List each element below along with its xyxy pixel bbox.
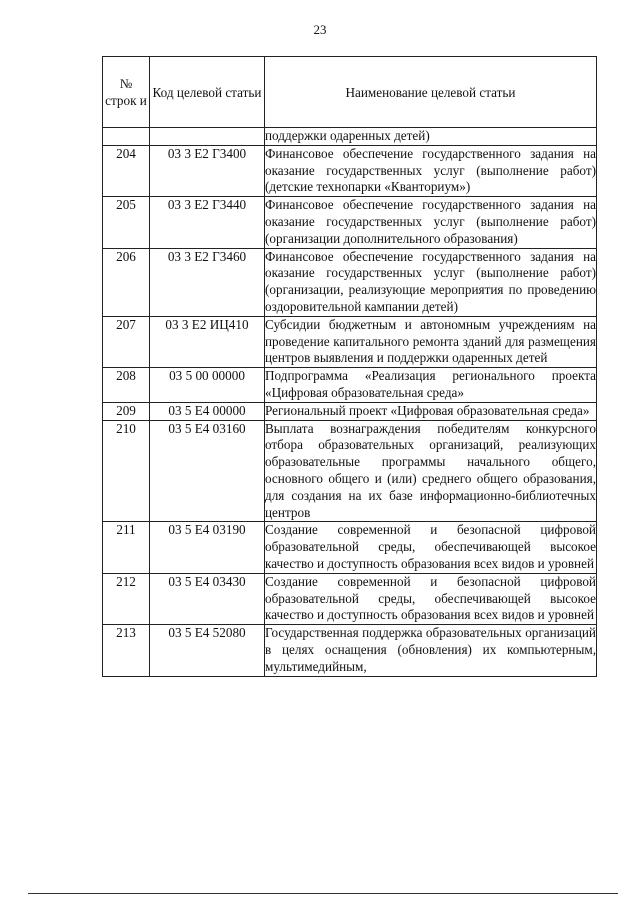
table-row <box>103 316 597 367</box>
row-name: Создание современной и безопасной цифровой образовательной среды, обеспечивающей высокое качество и доступность образования всех видов и уровней <box>265 573 597 624</box>
row-number: 204 <box>103 145 150 196</box>
continuation-row <box>103 128 597 146</box>
row-name: Финансовое обеспечение государственного задания на оказание государственных услуг (выполнение работ) (детские технопарки «Кванториум») <box>265 145 597 196</box>
table-row <box>103 197 597 248</box>
target-articles-table <box>102 56 597 677</box>
row-code: 03 5 Е4 03430 <box>150 573 265 624</box>
header-name: Наименование целевой статьи <box>265 57 597 128</box>
row-number: 207 <box>103 316 150 367</box>
row-name: Государственная поддержка образовательных организаций в целях оснащения (обновления) их компьютерным, мультимедийным, <box>265 625 597 676</box>
table-row <box>103 573 597 624</box>
table-row <box>103 625 597 676</box>
header-code: Код целевой статьи <box>150 57 265 128</box>
row-name: Финансовое обеспечение государственного задания на оказание государственных услуг (выполнение работ) (организации, реализующие мероприятия по проведению оздоровительной кампании детей) <box>265 248 597 316</box>
row-code: 03 5 Е4 52080 <box>150 625 265 676</box>
page-bottom-rule <box>28 893 618 894</box>
page-number: 23 <box>313 22 327 37</box>
row-code: 03 3 Е2 ИЦ410 <box>150 316 265 367</box>
row-name: Подпрограмма «Реализация регионального проекта «Цифровая образовательная среда» <box>265 368 597 403</box>
row-name: Финансовое обеспечение государственного задания на оказание государственных услуг (выполнение работ) (организации дополнительного образования) <box>265 197 597 248</box>
table-row <box>103 522 597 573</box>
row-number: 209 <box>103 402 150 420</box>
row-number: 213 <box>103 625 150 676</box>
table-row <box>103 402 597 420</box>
row-number: 205 <box>103 197 150 248</box>
row-name: Выплата вознаграждения победителям конкурсного отбора образовательных организаций, реализующих образовательные программы начального общего, основного общего и (или) среднего общего образования, для создания на их базе информационно-библиотечных центров <box>265 420 597 522</box>
row-number: 211 <box>103 522 150 573</box>
row-code: 03 3 Е2 Г3460 <box>150 248 265 316</box>
row-code: 03 5 Е4 03160 <box>150 420 265 522</box>
row-number: 212 <box>103 573 150 624</box>
row-code: 03 5 Е4 00000 <box>150 402 265 420</box>
table-header-row <box>103 57 597 128</box>
row-number: 206 <box>103 248 150 316</box>
row-name: Региональный проект «Цифровая образовательная среда» <box>265 402 597 420</box>
row-number: 210 <box>103 420 150 522</box>
row-code: 03 3 Е2 Г3440 <box>150 197 265 248</box>
row-number: 208 <box>103 368 150 403</box>
row-code: 03 5 Е4 03190 <box>150 522 265 573</box>
continuation-text: поддержки одаренных детей) <box>265 128 597 146</box>
row-code: 03 5 00 00000 <box>150 368 265 403</box>
table-row <box>103 420 597 522</box>
row-name: Субсидии бюджетным и автономным учреждениям на проведение капитального ремонта зданий для размещения центров выявления и поддержки одаренных детей <box>265 316 597 367</box>
table-row <box>103 368 597 403</box>
header-row-number: № строк и <box>103 57 150 128</box>
table-row <box>103 248 597 316</box>
row-code: 03 3 Е2 Г3400 <box>150 145 265 196</box>
row-name: Создание современной и безопасной цифровой образовательной среды, обеспечивающей высокое качество и доступность образования всех видов и уровней <box>265 522 597 573</box>
table-row <box>103 145 597 196</box>
